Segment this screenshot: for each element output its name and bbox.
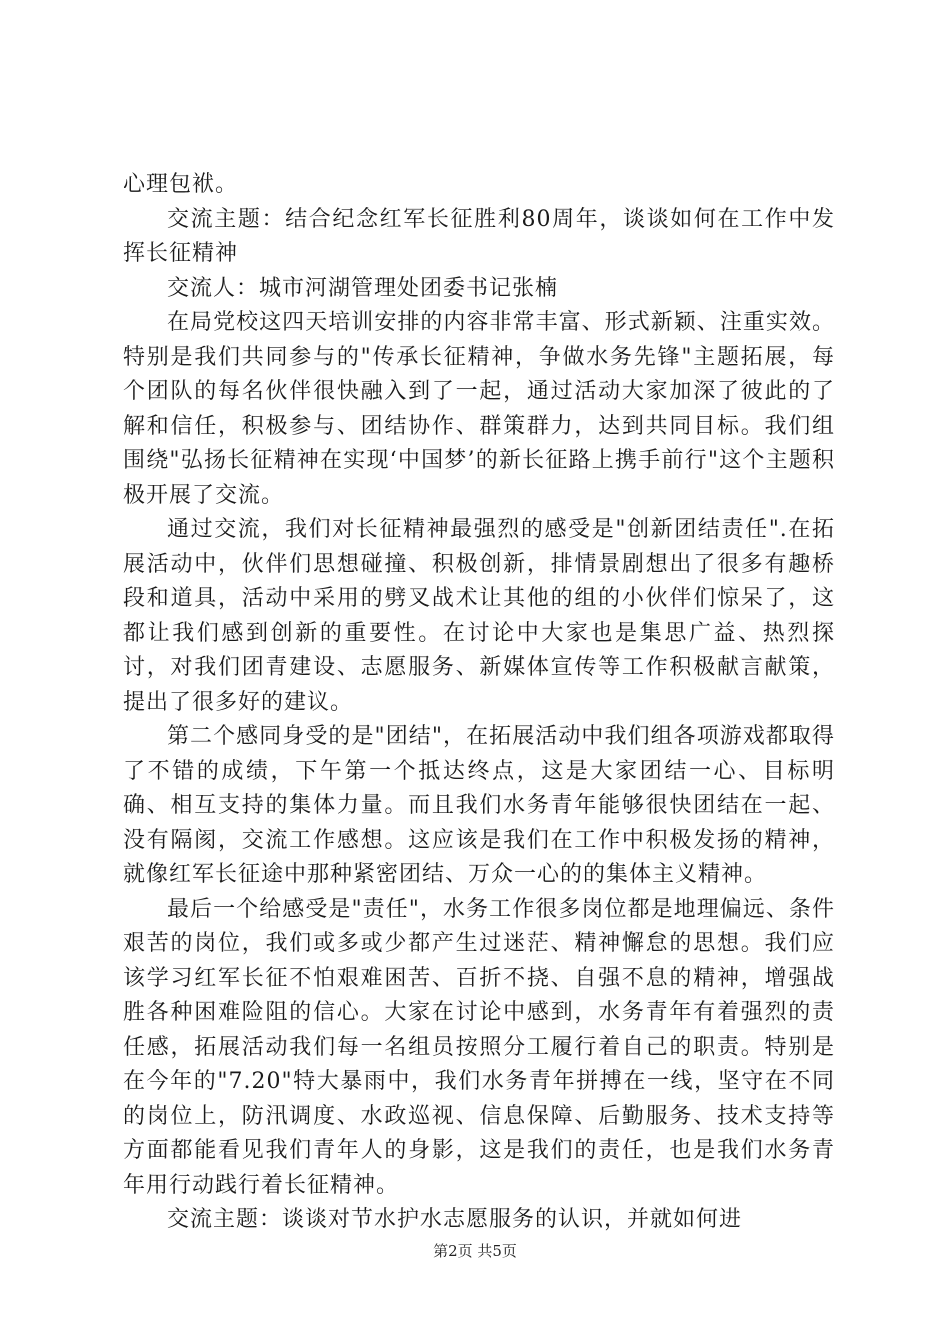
paragraph-unity: 第二个感同身受的是"团结"，在拓展活动中我们组各项游戏都取得了不错的成绩，下午第一个抵达终点，这是大家团结一心、目标明确、相互支持的集体力量。而且我们水务青年能够很快团结在一起、没有隔阂，交流工作感想。这应该是我们在工作中积极发扬的精神，就像红军长征途中那种紧密团结、万众一心的的集体主义精神。 (123, 724, 835, 887)
paragraph-exchange-topic-2: 交流主题：谈谈对节水护水志愿服务的认识，并就如何进 (167, 1207, 743, 1232)
paragraph-exchange-topic-1: 交流主题：结合纪念红军长征胜利80周年，谈谈如何在工作中发挥长征精神 (123, 206, 835, 266)
page-number-footer: 第2页 共5页 (433, 1242, 517, 1260)
document-body (123, 168, 835, 1238)
paragraph-continuation: 心理包袱。 (123, 172, 239, 197)
paragraph-training-summary: 在局党校这四天培训安排的内容非常丰富、形式新颖、注重实效。特别是我们共同参与的"传承长征精神，争做水务先锋"主题拓展，每个团队的每名伙伴很快融入到了一起，通过活动大家加深了彼此的了解和信任，积极参与、团结协作、群策群力，达到共同目标。我们组围绕"弘扬长征精神在实现‘中国梦’的新长征路上携手前行"这个主题积极开展了交流。 (123, 310, 835, 508)
paragraph-exchange-person: 交流人：城市河湖管理处团委书记张楠 (167, 275, 559, 301)
paragraph-innovation: 通过交流，我们对长征精神最强烈的感受是"创新团结责任".在拓展活动中，伙伴们思想碰撞、积极创新，排情景剧想出了很多有趣桥段和道具，活动中采用的劈叉战术让其他的组的小伙伴们惊呆了，这都让我们感到创新的重要性。在讨论中大家也是集思广益、热烈探讨，对我们团青建设、志愿服务、新媒体宣传等工作积极献言献策，提出了很多好的建议。 (123, 517, 835, 715)
paragraph-responsibility: 最后一个给感受是"责任"，水务工作很多岗位都是地理偏远、条件艰苦的岗位，我们或多或少都产生过迷茫、精神懈怠的思想。我们应该学习红军长征不怕艰难困苦、百折不挠、自强不息的精神，增强战胜各种困难险阻的信心。大家在讨论中感到，水务青年有着强烈的责任感，拓展活动我们每一名组员按照分工履行着自己的职责。特别是在今年的"7.20"特大暴雨中，我们水务青年拼搏在一线，坚守在不同的岗位上，防汛调度、水政巡视、信息保障、后勤服务、技术支持等方面都能看见我们青年人的身影，这是我们的责任，也是我们水务青年用行动践行着长征精神。 (123, 896, 835, 1198)
